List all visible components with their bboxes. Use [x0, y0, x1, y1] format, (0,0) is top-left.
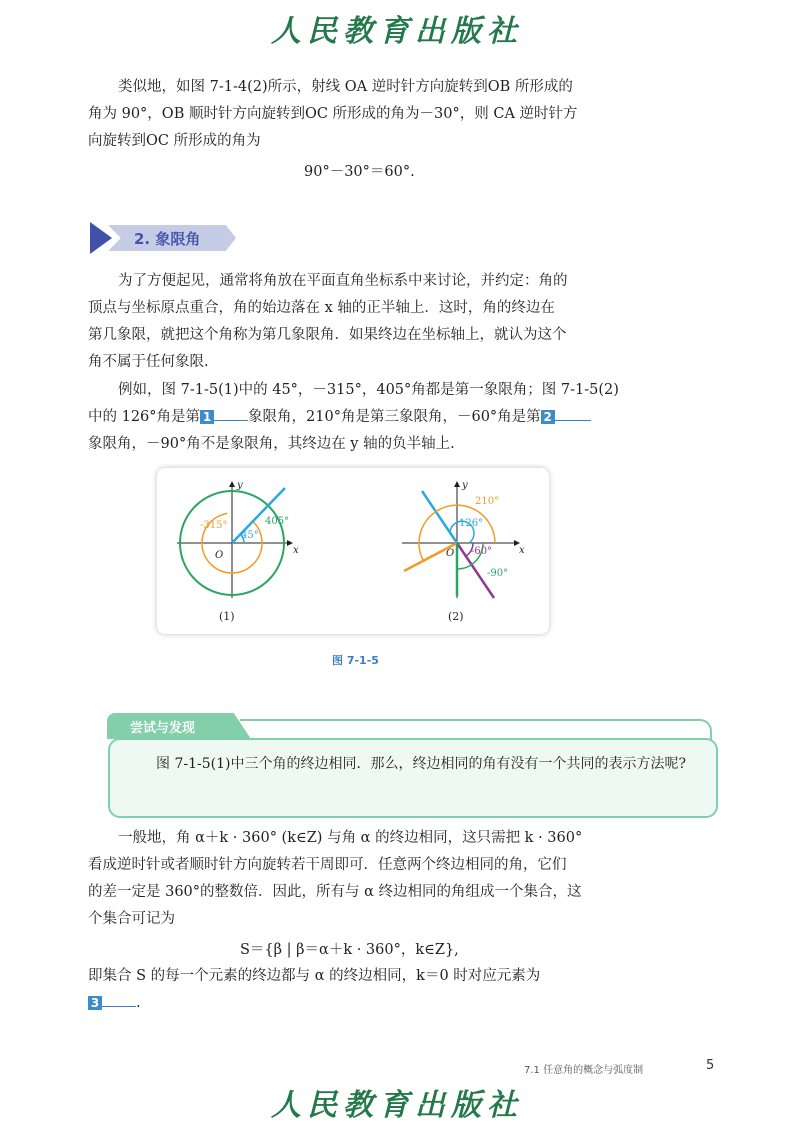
general-line-6 [88, 990, 624, 1017]
try-tab-line [240, 719, 712, 741]
quadrant-p2-line2b: 象限角，210°角是第三象限角，－60°角是第 [248, 409, 541, 425]
quadrant-p2-line2a: 中的 126°角是第 [88, 409, 201, 425]
fig1-label-neg315: -315° [200, 520, 228, 531]
quadrant-p1-line4: 角不属于任何象限. [88, 354, 209, 370]
intro-line-3: 向旋转到OC 所形成的角为 [88, 133, 261, 149]
section-heading [90, 222, 240, 254]
fig2-label-126: 126° [459, 518, 484, 529]
answer-blank-1[interactable] [200, 404, 248, 424]
fig2-origin-label: O [446, 548, 455, 559]
fig2-x-label: x [519, 545, 525, 556]
general-end-period: . [136, 995, 141, 1011]
quadrant-p1-line3: 第几象限，就把这个角称为第几象限角．如果终边在坐标轴上，就认为这个 [88, 327, 567, 343]
answer-blank-3[interactable] [88, 990, 136, 1010]
page-number: 5 [706, 1058, 715, 1073]
publisher-logo-top: 人民教育出版社 [271, 14, 523, 49]
general-line-1: 一般地，角 α＋k · 360° (k∈Z) 与角 α 的终边相同，这只需把 k · 360° [118, 830, 583, 846]
fig1-sublabel: (1) [219, 610, 235, 623]
quadrant-p1-line1: 为了方便起见，通常将角放在平面直角坐标系中来讨论，并约定：角的 [118, 273, 568, 289]
fig1-label-405: 405° [265, 516, 290, 527]
fig1-origin-label: O [215, 550, 224, 561]
quadrant-p2-line3: 象限角，－90°角不是象限角，其终边在 y 轴的负半轴上. [88, 436, 455, 452]
figure-2 [402, 480, 525, 623]
footer-section-title: 7.1 任意角的概念与弧度制 [524, 1065, 644, 1076]
try-label: 尝试与发现 [130, 721, 196, 736]
fig1-y-label: y [237, 480, 243, 491]
general-line-2: 看成逆时针或者顺时针方向旋转若干周即可．任意两个终边相同的角，它们 [88, 857, 567, 873]
figure-7-1-5 [157, 468, 549, 634]
figure-card [157, 468, 549, 634]
figure-1 [177, 480, 299, 623]
quadrant-p2-line2 [88, 404, 624, 431]
fig1-x-label: x [293, 545, 299, 556]
fig2-label-210: 210° [475, 496, 500, 507]
fig2-label-neg60: -60° [471, 546, 493, 557]
heading-arrow-icon [90, 222, 112, 254]
fig2-sublabel: (2) [448, 610, 464, 623]
quadrant-p1-line2: 顶点与坐标原点重合，角的始边落在 x 轴的正半轴上．这时，角的终边在 [88, 300, 555, 316]
intro-formula: 90°－30°＝60°. [304, 164, 415, 180]
general-line-3: 的差一定是 360°的整数倍．因此，所有与 α 终边相同的角组成一个集合，这 [88, 884, 582, 900]
answer-blank-2[interactable] [541, 404, 591, 424]
intro-line-2: 角为 90°，OB 顺时针方向旋转到OC 所形成的角为－30°，则 CA 逆时针方 [88, 106, 578, 122]
try-text: 图 7-1-5(1)中三个角的终边相同．那么，终边相同的角有没有一个共同的表示方法呢? [156, 756, 686, 772]
blank-number-3: 3 [88, 996, 102, 1010]
intro-line-1: 类似地，如图 7-1-4(2)所示，射线 OA 逆时针方向旋转到OB 所形成的 [118, 79, 573, 95]
general-line-5: 即集合 S 的每一个元素的终边都与 α 的终边相同，k＝0 时对应元素为 [88, 968, 541, 984]
fig2-label-neg90: -90° [487, 568, 509, 579]
general-line-4: 个集合可记为 [88, 911, 175, 927]
set-formula: S＝{β | β＝α＋k · 360°，k∈Z}, [240, 942, 459, 958]
section-title: 2. 象限角 [134, 230, 201, 248]
fig2-ray-126 [422, 491, 457, 543]
fig2-y-label: y [462, 480, 468, 491]
blank-number-2: 2 [541, 410, 555, 424]
blank-number-1: 1 [200, 410, 214, 424]
fig1-label-45: 45° [241, 530, 259, 541]
figure-caption: 图 7-1-5 [332, 654, 379, 667]
quadrant-p2-line1: 例如，图 7-1-5(1)中的 45°，－315°，405°角都是第一象限角；图 7-1-5(2) [118, 382, 619, 398]
publisher-logo-bottom: 人民教育出版社 [271, 1088, 523, 1123]
